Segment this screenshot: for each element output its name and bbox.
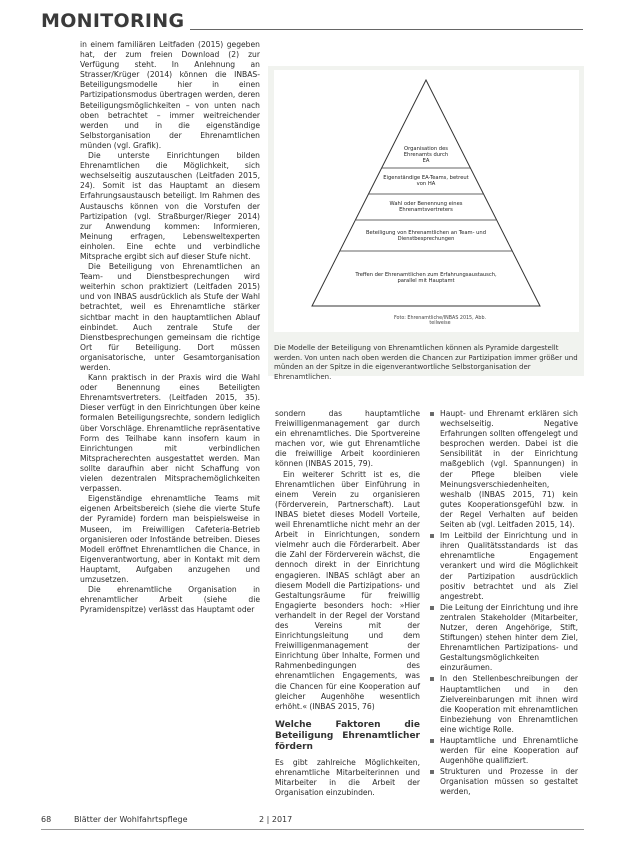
list-item-text: Haupt- und Ehrenamt erklären sich wechselseitig. Negative Erfahrungen sollten offengelegt und besprochen werden. Dabei ist die Sensibilität in der Einrichtung maßgeblich (vgl. Spannungen) in der Pflege bleiben viele Meinungsverschiedenheiten, weshalb (INBAS 2015, 71) kein gutes Kooperationsgefühl bzw. in der Regel Verhalten auf beiden Seiten ab (vgl. Leitfaden 2015, 14). <box>440 409 578 530</box>
list-item <box>430 409 578 530</box>
pyramid-figure <box>274 70 579 332</box>
pyramid-level-4: Beteiligung von Ehrenamtlichen an Team- und Dienstbesprechungen <box>366 229 486 242</box>
left-column <box>80 40 260 615</box>
list-item <box>430 767 578 797</box>
body-paragraph: Ein weiterer Schritt ist es, die Ehrenamtlichen über Einführung in einem Verein zu organisieren (Förderverein, Partnerschaft). Laut INBAS bietet dieses Modell Vorteile, weil Ehrenamtliche nicht mehr an der Arbeit in Einrichtungen, sondern vielmehr auch die Förderarbeit. Aber die Zahl der Förderverein wächst, die dennoch direkt in der Einrichtung engagieren. INBAS schlägt aber an diesem Modell die Partizipations- und Gestaltungsräume für freiwillig Engagierte besonders hoch: »Hier verhandelt in der Regel der Vorstand des Vereins mit der Einrichtungsleitung und dem Freiwilligenmanagement der Einrichtung über Inhalte, Formen und Rahmenbedingungen des ehrenamtlichen Engagements, was die Chancen für eine Kooperation auf gleicher Augenhöhe wesentlich erhöht.« (INBAS 2015, 76) <box>275 469 420 711</box>
body-paragraph: Die ehrenamtliche Organisation in ehrenamtlicher Arbeit (siehe die Pyramidenspitze) verlässt das Hauptamt oder <box>80 585 260 615</box>
issue-number: 2 | 2017 <box>259 815 293 824</box>
bullet-icon <box>430 534 434 538</box>
bullet-icon <box>430 770 434 774</box>
list-item-text: Hauptamtliche und Ehrenamtliche werden für eine Kooperation auf Augenhöhe qualifiziert. <box>440 736 578 766</box>
list-item-text: Im Leitbild der Einrichtung und in ihren Qualitätsstandards ist das ehrenamtliche Engagement verankert und wird die Möglichkeit der Partizipation ausdrücklich positiv betrachtet und als Ziel angestrebt. <box>440 531 578 601</box>
list-item-text: Strukturen und Prozesse in der Organisation müssen so gestaltet werden, <box>440 767 578 797</box>
list-item-text: Die Leitung der Einrichtung und ihre zentralen Stakeholder (Mitarbeiter, Nutzer, deren Angehörige, Stift, Stiftungen) stehen hinter dem Ziel, Ehrenamtlichen Partizipations- und Gestaltungsmöglichkeiten einzuräumen. <box>440 602 578 673</box>
bullet-icon <box>430 412 434 416</box>
figure-source: Foto: Ehrenamtliche/INBAS 2015, Abb. teilweise <box>393 316 487 326</box>
body-paragraph: Es gibt zahlreiche Möglichkeiten, ehrenamtliche Mitarbeiterinnen und Mitarbeiter in die Arbeit der Organisation einzubinden. <box>275 757 420 798</box>
right-column <box>430 409 578 799</box>
body-paragraph: Eigenständige ehrenamtliche Teams mit eigenen Arbeitsbereich (siehe die vierte Stufe der Pyramide) fordern man beispielsweise in Museen, im Freiwilligen Cafeteria-Betrieb organisieren oder Infostände betreiben. Dieses Modell eröffnet Ehrenamtlichen die Chance, in Eigenverantwortung, aber in Kontakt mit dem Hauptamt, Aufgaben anzugehen und umzusetzen. <box>80 494 260 584</box>
page-number: 68 <box>41 815 52 824</box>
pyramid-level-top: Organisation des Ehrenamts durch EA <box>403 145 449 165</box>
footer-divider <box>41 829 584 830</box>
body-paragraph: sondern das hauptamtliche Freiwilligenmanagement gar durch ein ehrenamtliches. Die Sportvereine machen vor, wie gut Ehrenamtliche die freiwillige Arbeit koordinieren können (INBAS 2015, 79). <box>275 409 420 469</box>
pyramid-level-2: Eigenständige EA-Teams, betreut von HA <box>383 174 469 187</box>
journal-title: Blätter der Wohlfahrtspflege <box>74 815 188 824</box>
pyramid-level-bottom: Treffen der Ehrenamtlichen zum Erfahrungsaustausch, parallel mit Hauptamt <box>355 271 497 284</box>
body-paragraph: Die unterste Einrichtungen bilden Ehrenamtlichen die Möglichkeit, sich wechselseitig auszutauschen (Leitfaden 2015, 24). Somit ist das Hauptamt an diesem Erfahrungsaustausch beteiligt. Im Rahmen des Austauschs können von die Vorstufen der Partizipation (vgl. Straßburger/Rieger 2014) zur Anwendung kommen: Informieren, Meinung erfragen, Lebensweltexperten einholen. Eine echte und verbindliche Mitsprache ergibt sich auf dieser Stufe nicht. <box>80 151 260 261</box>
pyramid-level-3: Wahl oder Benennung eines Ehrenamtsvertreters <box>389 200 463 213</box>
figure-caption: Die Modelle der Beteiligung von Ehrenamtlichen können als Pyramide dargestellt werden. Von unten nach oben werden die Chancen zur Partizipation immer größer und münden an der Spitze in die eigenverantwortliche Selbstorganisation der Ehrenamtlichen. <box>274 344 578 381</box>
factor-list <box>430 409 578 798</box>
bullet-icon <box>430 739 434 743</box>
list-item <box>430 603 578 674</box>
list-item <box>430 736 578 766</box>
list-item <box>430 531 578 602</box>
header-divider <box>190 29 583 30</box>
list-item <box>430 674 578 735</box>
section-title: MONITORING <box>41 10 185 32</box>
bullet-icon <box>430 606 434 610</box>
list-item-text: In den Stellenbeschreibungen der Hauptamtlichen und in den Zielvereinbarungen mit ihnen wird die Kooperation mit ehrenamtlichen Einbeziehung von Ehrenamtlichen eine wichtige Rolle. <box>440 674 578 734</box>
body-paragraph: Kann praktisch in der Praxis wird die Wahl oder Benennung eines Beteiligten Ehrenamtsvertreters. (Leitfaden 2015, 35). Dieser verfügt in den Einrichtungen über keine formalen Beteiligungsrechte, sondern lediglich über Vorschläge. Ehrenamtliche repräsentative Form des Teilhabe kann insofern kaum in Einrichtungen mit verbindlichen Mitspracherechten ausgestattet werden. Man sollte daraufhin aber nicht Schaffung von vielen dezentralen Mitsprachemöglichkeiten verpassen. <box>80 373 260 494</box>
middle-column <box>275 409 420 798</box>
body-paragraph: in einem familiären Leitfaden (2015) gegeben hat, der zum freien Download (2) zur Verfügung steht. In Anlehnung an Strasser/Krüger (2014) können die INBAS-Beteiligungsmodelle hier in einen Partizipationsmodus übertragen werden, deren Beteiligungsmöglichkeiten – von unten nach oben betrachtet – immer weitreichender werden und in die eigenständige Selbstorganisation der Ehrenamtlichen münden (vgl. Grafik). <box>80 40 260 150</box>
bullet-icon <box>430 677 434 681</box>
section-subheading: Welche Faktoren die Beteiligung Ehrenamtlicher fördern <box>275 719 420 752</box>
body-paragraph: Die Beteiligung von Ehrenamtlichen an Team- und Dienstbesprechungen wird weiterhin schon praktiziert (Leitfaden 2015) und von INBAS ausdrücklich als Stufe der Wahl betrachtet, weil es Ehrenamtliche stärker sichtbar macht in den hauptamtlichen Ablauf einbindet. Auch zentrale Stufe der Dienstbesprechungen gemeinsam die richtige Ort für Beteiligung. Dort müssen organisatorische, unter Gesamtorganisation werden. <box>80 262 260 372</box>
